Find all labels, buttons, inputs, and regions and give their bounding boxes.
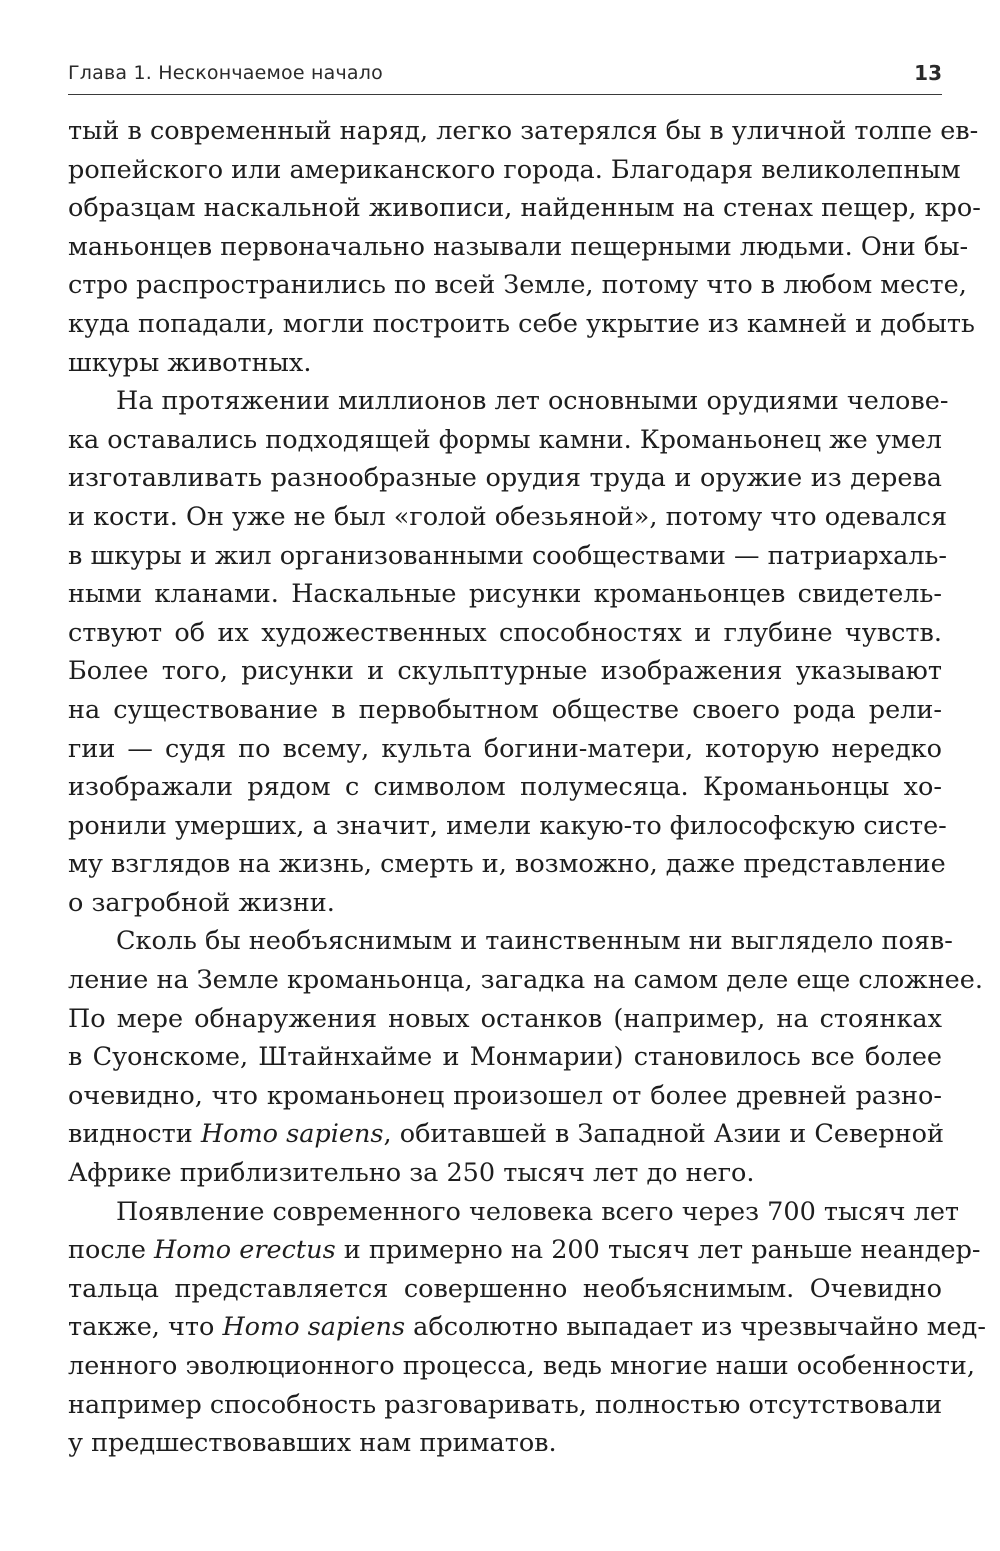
text-line: изготавливать разнообразные орудия труда и оружие из дерева <box>68 463 942 494</box>
text-run: видности <box>68 1119 201 1150</box>
text-run: , обитавшей в Западной Азии и Северной <box>383 1119 945 1150</box>
species-name: Homo erectus <box>154 1235 336 1266</box>
text-line: маньонцев первоначально называли пещерными людьми. Они бы- <box>68 231 969 262</box>
text-line: ропейского или американского города. Благодаря великолепным <box>68 154 961 185</box>
text-line: По мере обнаружения новых останков (например, на стоянках <box>68 1003 942 1034</box>
text-line: ронили умерших, а значит, имели какую-то философскую систе- <box>68 810 947 841</box>
text-line: ка оставались подходящей формы камни. Кроманьонец же умел <box>68 424 942 455</box>
paragraph-3 <box>68 922 983 1192</box>
paragraph-2 <box>68 382 949 922</box>
text-line: Африке приблизительно за 250 тысяч лет до него. <box>68 1158 755 1189</box>
text-line: и кости. Он уже не был «голой обезьяной», потому что одевался <box>68 501 948 532</box>
text-run: также, что <box>68 1312 223 1343</box>
text-line-mixed <box>68 1115 945 1154</box>
text-run: абсолютно выпадает из чрезвычайно мед- <box>405 1312 986 1343</box>
text-line: ленного эволюционного процесса, ведь многие наши особенности, <box>68 1351 976 1381</box>
text-line: ление на Земле кроманьонца, загадка на самом деле еще сложнее. <box>68 965 983 996</box>
text-line: на существование в первобытном обществе своего рода рели- <box>68 694 942 725</box>
text-line: тый в современный наряд, легко затерялся бы в уличной толпе ев- <box>68 116 979 146</box>
chapter-title: Глава 1. Нескончаемое начало <box>68 62 383 84</box>
text-line: Более того, рисунки и скульптурные изображения указывают <box>68 656 942 687</box>
text-line: в Суонскоме, Штайнхайме и Монмарии) становилось все более <box>68 1042 942 1073</box>
text-line: о загробной жизни. <box>68 887 335 918</box>
page-number: 13 <box>914 61 942 85</box>
text-line: куда попадали, могли построить себе укрытие из камней и добыть <box>68 308 975 339</box>
text-line: стро распространились по всей Земле, потому что в любом месте, <box>68 270 967 301</box>
text-line: тальца представляется совершенно необъяснимым. Очевидно <box>68 1273 942 1304</box>
text-line: образцам наскальной живописи, найденным на стенах пещер, кро- <box>68 193 981 224</box>
species-name: Homo sapiens <box>200 1119 384 1150</box>
paragraph-1 <box>68 112 981 382</box>
text-line: Сколь бы необъяснимым и таинственным ни выглядело появ- <box>116 926 953 957</box>
text-line: ными кланами. Наскальные рисунки кроманьонцев свидетель- <box>68 579 942 610</box>
text-line: му взглядов на жизнь, смерть и, возможно, даже представление <box>68 849 946 880</box>
text-line: изображали рядом с символом полумесяца. Кроманьонцы хо- <box>68 772 942 803</box>
text-line-mixed <box>68 1231 981 1270</box>
text-line: у предшествовавших нам приматов. <box>68 1428 557 1459</box>
text-line: шкуры животных. <box>68 347 312 378</box>
body-text <box>68 112 986 1463</box>
text-line: в шкуры и жил организованными сообществами — патриархаль- <box>68 540 948 571</box>
paragraph-4 <box>68 1193 986 1463</box>
text-line: На протяжении миллионов лет основными орудиями челове- <box>116 386 949 417</box>
text-line-mixed <box>68 1308 986 1347</box>
text-line: Появление современного человека всего через 700 тысяч лет <box>116 1196 960 1227</box>
running-header <box>68 60 942 95</box>
text-line: ствуют об их художественных способностях и глубине чувств. <box>68 617 942 648</box>
text-run: и примерно на 200 тысяч лет раньше неандер- <box>335 1235 981 1266</box>
text-line: очевидно, что кроманьонец произошел от более древней разно- <box>68 1080 942 1111</box>
text-line: гии — судя по всему, культа богини-матери, которую нередко <box>68 733 942 764</box>
species-name: Homo sapiens <box>222 1312 406 1343</box>
text-line: например способность разговаривать, полностью отсутствовали <box>68 1389 943 1420</box>
text-run: после <box>68 1235 155 1266</box>
